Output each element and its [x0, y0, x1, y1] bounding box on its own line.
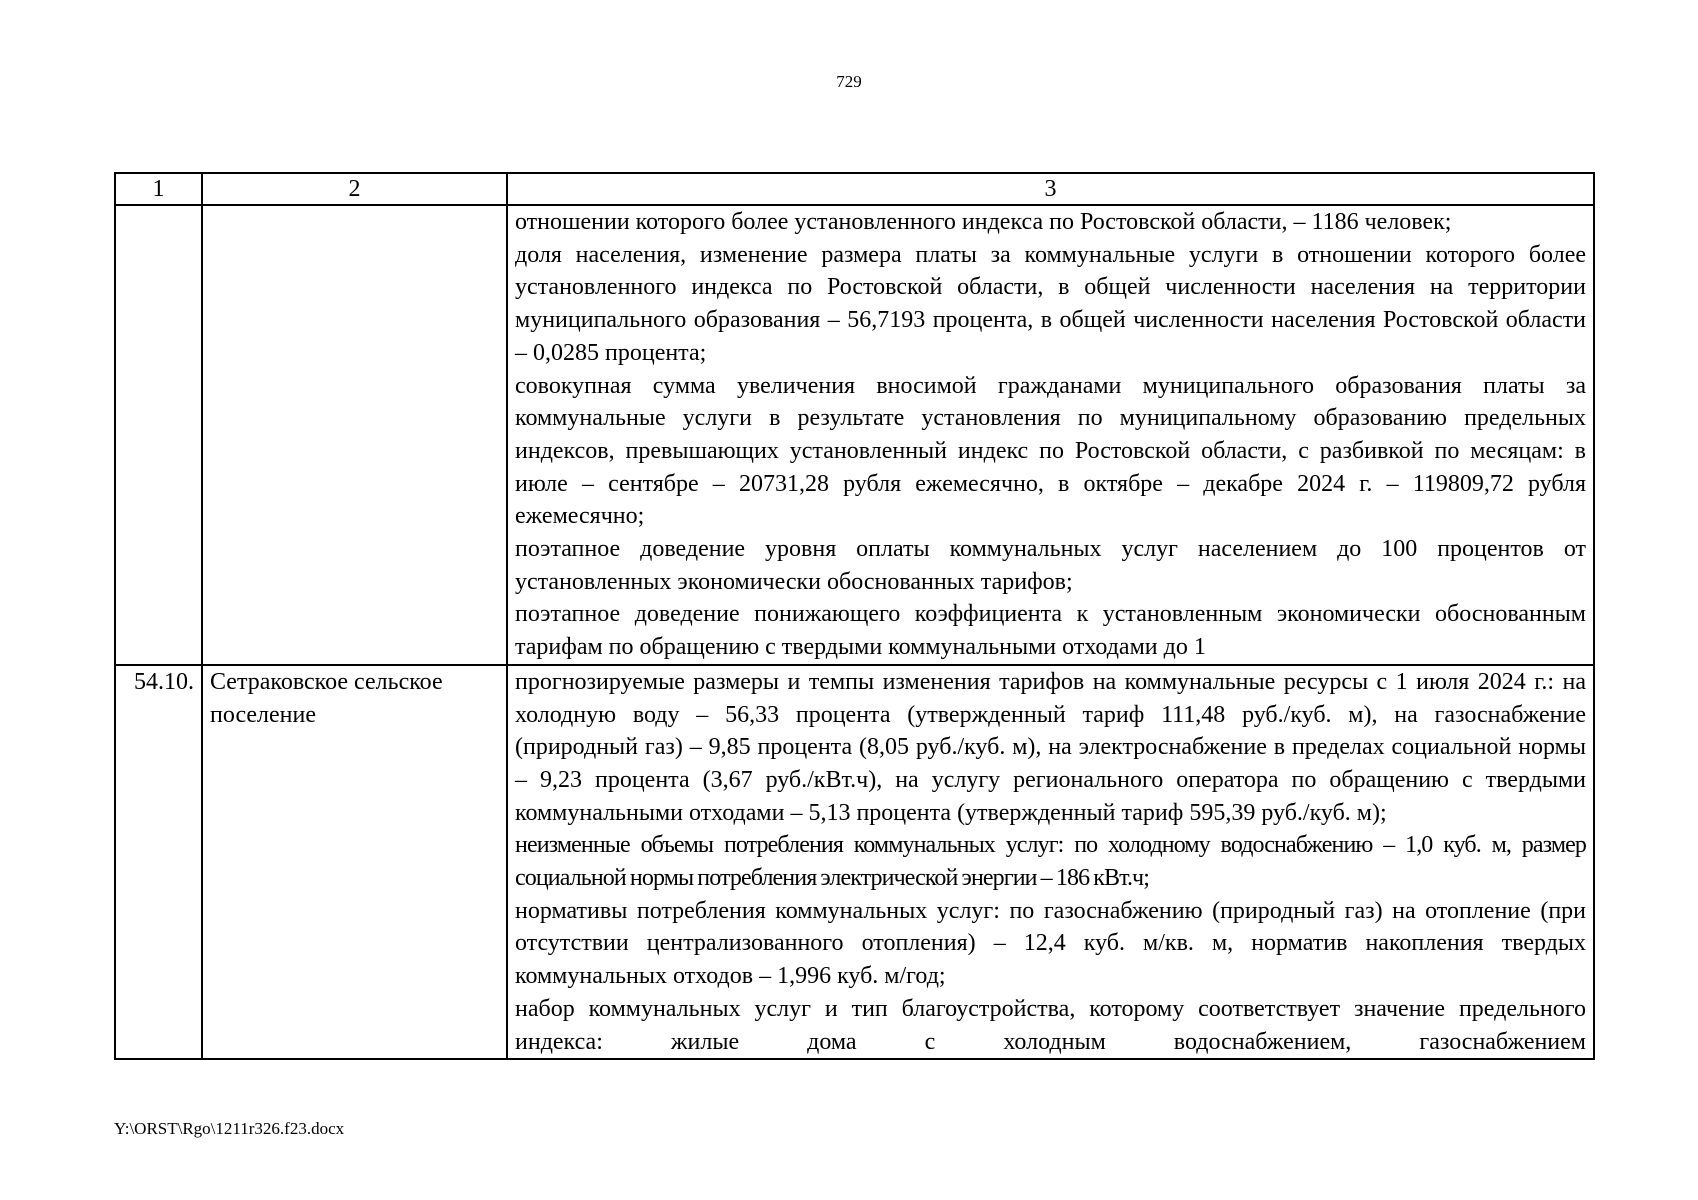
indicator-paragraph: набор коммунальных услуг и тип благоустройства, которому соответствует значение предельного индекса: жилые дома с холодным водоснабжением, газоснабжением: [515, 995, 1586, 1055]
indicators-cell: [507, 665, 1594, 1059]
file-path-footer: Y:\ORST\Rgo\1211r326.f23.docx: [114, 1119, 345, 1138]
indicator-paragraph: неизменные объемы потребления коммунальных услуг: по холодному водоснабжению – 1,0 куб. м, размер социальной нормы потребления электрической энергии – 186 кВт.ч;: [515, 832, 1586, 892]
table-row-continuation: [115, 205, 1594, 665]
municipality-name-cell: [202, 205, 507, 665]
indicator-paragraph: нормативы потребления коммунальных услуг: по газоснабжению (природный газ) на отопление (при отсутствии централизованного отопления) – 12,4 куб. м/кв. м, норматив накопления твердых коммунальных отходов – 1,996 куб. м/год;: [515, 897, 1586, 990]
indicator-paragraph: прогнозируемые размеры и темпы изменения тарифов на коммунальные ресурсы с 1 июля 2024 г.: на холодную воду – 56,33 процента (утвержденный тариф 111,48 руб./куб. м), на газоснабжение (природный газ) – 9,85 процента (8,05 руб./куб. м), на электроснабжение в пределах социальной нормы – 9,23 процента (3,67 руб./кВт.ч), на услугу регионального оператора по обращению с твердыми коммунальными отходами – 5,13 процента (утвержденный тариф 595,39 руб./куб. м);: [515, 668, 1586, 826]
column-header-1: 1: [115, 173, 202, 205]
table-header-row: [115, 173, 1594, 205]
indicator-paragraph: отношении которого более установленного индекса по Ростовской области, – 1186 человек;: [515, 209, 1452, 235]
column-header-2: 2: [202, 173, 507, 205]
indicators-cell: [507, 205, 1594, 665]
indicator-paragraph: поэтапное доведение уровня оплаты коммунальных услуг населением до 100 процентов от установленных экономически обоснованных тарифов;: [515, 536, 1586, 595]
row-number-cell: 54.10.: [115, 665, 202, 1059]
tariff-table: [114, 172, 1595, 1060]
column-header-3: 3: [507, 173, 1594, 205]
row-number-cell: [115, 205, 202, 665]
page-number: 729: [836, 72, 862, 91]
indicator-paragraph: совокупная сумма увеличения вносимой гражданами муниципального образования платы за коммунальные услуги в результате установления по муниципальному образованию предельных индексов, превышающих установленный индекс по Ростовской области, с разбивкой по месяцам: в июле – сентябре – 20731,28 рубля ежемесячно, в октябре – декабре 2024 г. – 119809,72 рубля ежемесячно;: [515, 372, 1586, 530]
municipality-name-cell: Сетраковское сельское поселение: [202, 665, 507, 1059]
indicator-paragraph: поэтапное доведение понижающего коэффициента к установленным экономически обоснованным тарифам по обращению с твердыми коммунальными отходами до 1: [515, 601, 1586, 661]
indicator-paragraph: доля населения, изменение размера платы за коммунальные услуги в отношении которого более установленного индекса по Ростовской области, в общей численности населения на территории муниципального образования – 56,7193 процента, в общей численности населения Ростовской области – 0,0285 процента;: [515, 241, 1586, 366]
table-row-54-10: [115, 665, 1594, 1059]
